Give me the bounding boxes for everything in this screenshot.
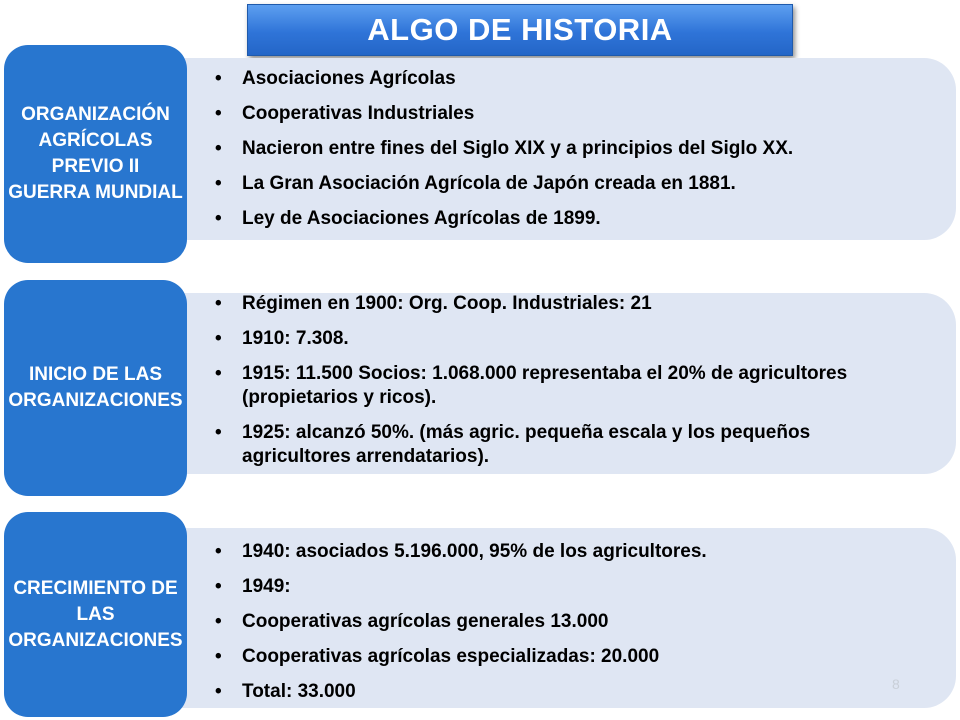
bullet-icon: • — [215, 173, 222, 194]
page-number: 8 — [892, 676, 900, 692]
bullet-item: • Cooperativas agrícolas generales 13.000 — [215, 611, 609, 632]
bullet-item: • La Gran Asociación Agrícola de Japón creada en 1881. — [215, 173, 736, 194]
bullet-icon: • — [215, 681, 222, 702]
bullet-item: • Asociaciones Agrícolas — [215, 68, 456, 89]
bullet-icon: • — [215, 293, 222, 314]
bullet-item: • Cooperativas agrícolas especializadas: 20.000 — [215, 646, 660, 667]
bullet-icon: • — [215, 646, 222, 667]
bullet-item: • Ley de Asociaciones Agrícolas de 1899. — [215, 208, 601, 229]
bullet-icon: • — [215, 611, 222, 632]
bullet-icon: • — [215, 576, 222, 597]
bullet-icon: • — [215, 422, 222, 443]
section-3-label: CRECIMIENTO DE LAS ORGANIZACIONES — [4, 512, 187, 717]
bullet-icon: • — [215, 68, 222, 89]
bullet-icon: • — [215, 208, 222, 229]
bullet-icon: • — [215, 363, 222, 384]
bullet-item: • Total: 33.000 — [215, 681, 356, 702]
slide-title: ALGO DE HISTORIA — [247, 4, 793, 56]
bullet-icon: • — [215, 541, 222, 562]
bullet-icon: • — [215, 138, 222, 159]
bullet-icon: • — [215, 328, 222, 349]
bullet-item: • 1910: 7.308. — [215, 328, 349, 349]
section-2-label: INICIO DE LAS ORGANIZACIONES — [4, 280, 187, 496]
bullet-item: • 1925: alcanzó 50%. (más agric. pequeña escala y los pequeños agricultores arrendatarios). — [215, 422, 811, 467]
bullet-item: • 1949: — [215, 576, 291, 597]
bullet-item: • Cooperativas Industriales — [215, 103, 475, 124]
bullet-item: • 1940: asociados 5.196.000, 95% de los agricultores. — [215, 541, 707, 562]
bullet-item: • 1915: 11.500 Socios: 1.068.000 representaba el 20% de agricultores (propietarios y ricos). — [215, 363, 848, 408]
bullet-item: • Nacieron entre fines del Siglo XIX y a principios del Siglo XX. — [215, 138, 794, 159]
section-2-bullet-list — [215, 292, 920, 480]
section-1-label: ORGANIZACIÓN AGRÍCOLAS PREVIO II GUERRA MUNDIAL — [4, 45, 187, 263]
bullet-item: • Régimen en 1900: Org. Coop. Industriales: 21 — [215, 293, 652, 314]
section-3-bullet-list — [215, 540, 920, 715]
bullet-icon: • — [215, 103, 222, 124]
section-1-bullet-list — [215, 67, 920, 242]
